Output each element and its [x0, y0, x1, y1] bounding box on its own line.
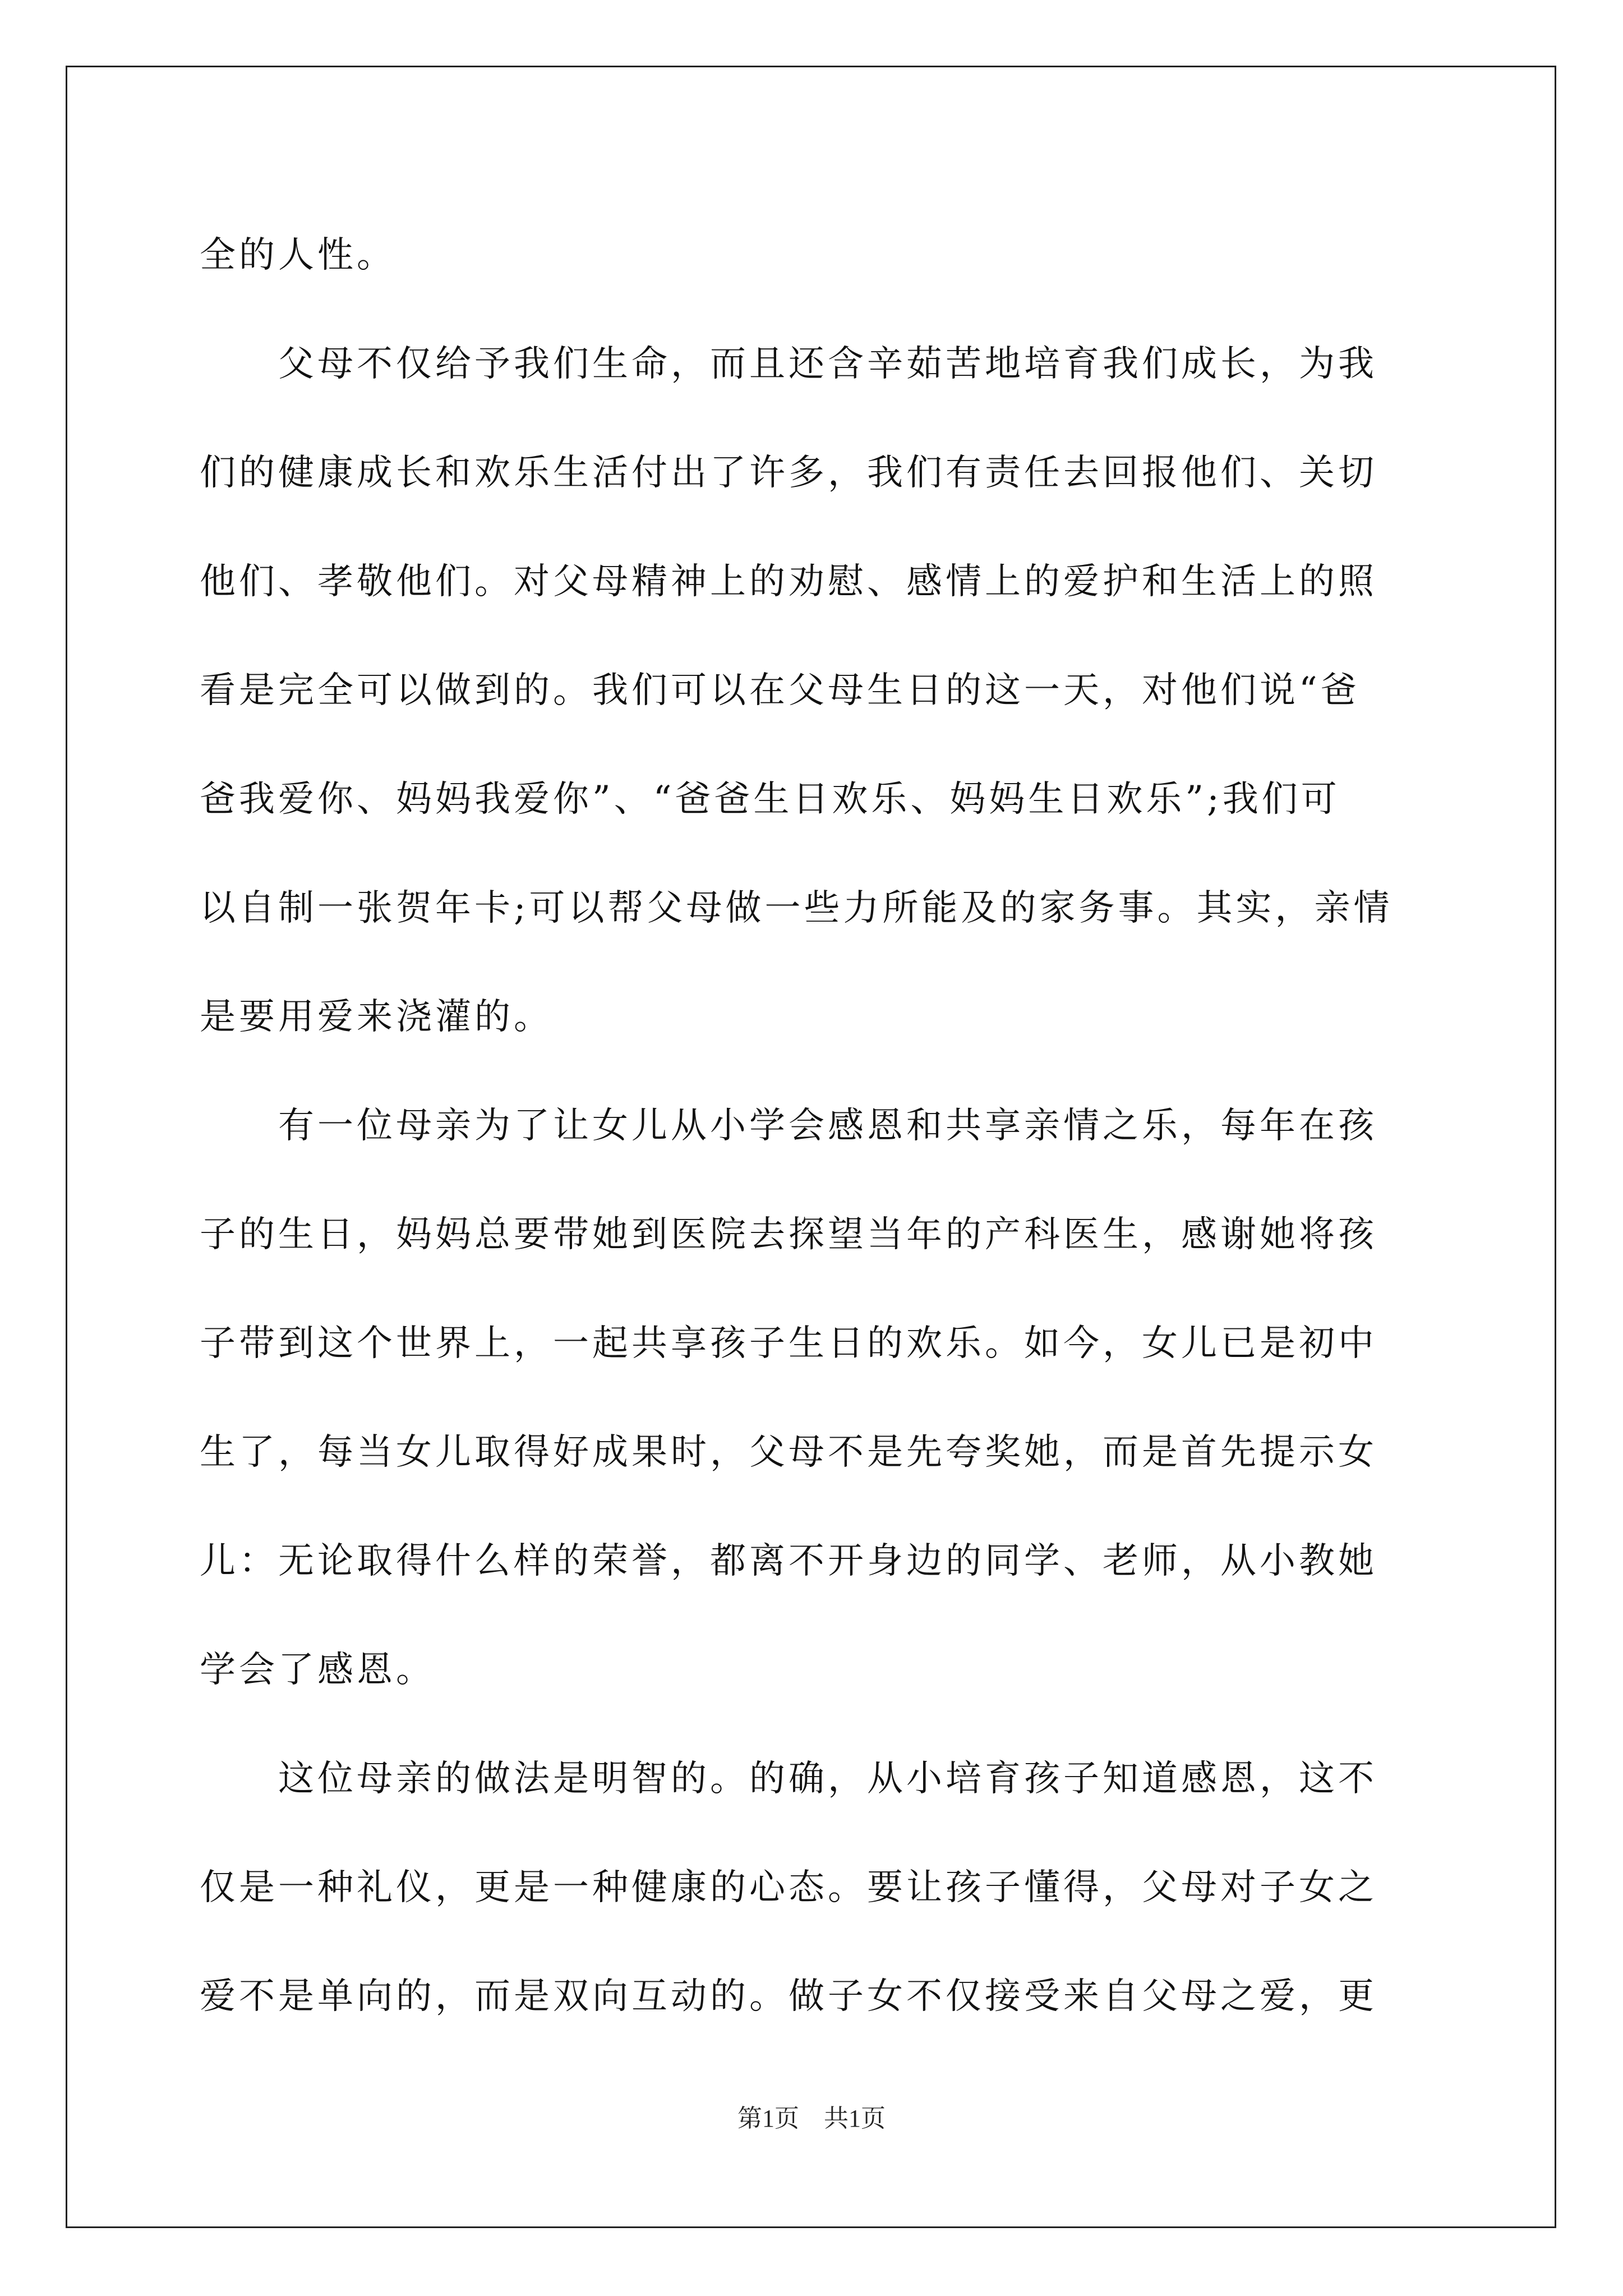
text-line: 看是完全可以做到的。我们可以在父母生日的这一天，对他们说“爸	[200, 670, 1360, 711]
text-line: 他们、孝敬他们。对父母精神上的劝慰、感情上的爱护和生活上的照	[200, 561, 1377, 602]
text-line: 有一位母亲为了让女儿从小学会感恩和共享亲情之乐，每年在孩	[200, 1105, 1377, 1147]
text-line: 们的健康成长和欢乐生活付出了许多，我们有责任去回报他们、关切	[200, 452, 1377, 494]
text-line: 以自制一张贺年卡;可以帮父母做一些力所能及的家务事。其实，亲情	[200, 887, 1393, 929]
text-line: 子的生日，妈妈总要带她到医院去探望当年的产科医生，感谢她将孩	[200, 1214, 1377, 1255]
text-line: 爱不是单向的，而是双向互动的。做子女不仅接受来自父母之爱，更	[200, 1976, 1377, 2017]
page-number-footer: 第1页 共1页	[737, 2105, 886, 2132]
text-line: 爸我爱你、妈妈我爱你”、“爸爸生日欢乐、妈妈生日欢乐”;我们可	[200, 779, 1340, 820]
text-line: 子带到这个世界上，一起共享孩子生日的欢乐。如今，女儿已是初中	[200, 1323, 1377, 1364]
document-body	[200, 201, 1433, 2051]
text-line: 儿：无论取得什么样的荣誉，都离不开身边的同学、老师，从小教她	[200, 1540, 1377, 1582]
text-line: 仅是一种礼仪，更是一种健康的心态。要让孩子懂得，父母对子女之	[200, 1867, 1377, 1908]
text-line: 父母不仅给予我们生命，而且还含辛茹苦地培育我们成长，为我	[200, 343, 1377, 385]
text-line: 全的人性。	[200, 234, 396, 276]
text-line: 这位母亲的做法是明智的。的确，从小培育孩子知道感恩，这不	[200, 1758, 1377, 1800]
text-line: 生了，每当女儿取得好成果时，父母不是先夸奖她，而是首先提示女	[200, 1432, 1377, 1473]
text-line: 学会了感恩。	[200, 1649, 435, 1691]
text-line: 是要用爱来浇灌的。	[200, 996, 553, 1038]
